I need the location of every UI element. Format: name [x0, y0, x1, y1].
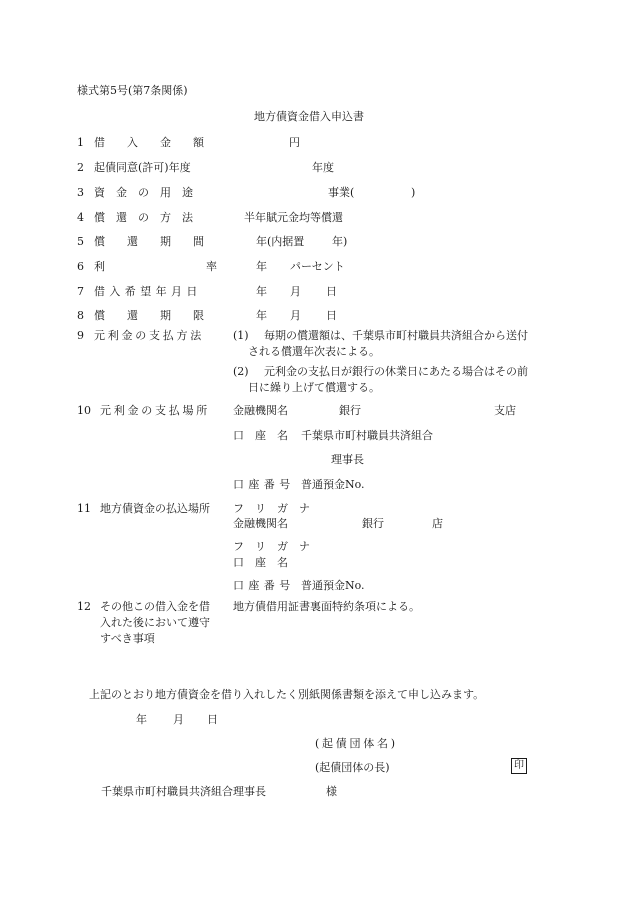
row-label: 利: [94, 260, 105, 273]
row-number: 2: [77, 161, 84, 174]
row-value: 月: [290, 285, 301, 298]
row-label: 償 還 期 限: [94, 309, 204, 322]
row-number: 6: [77, 260, 84, 273]
account-number-value: 普通預金No.: [301, 478, 365, 491]
row-number: 9: [77, 329, 84, 342]
list-item-number: (1): [233, 329, 249, 342]
row-value: 年): [332, 235, 348, 248]
row-label: 率: [206, 260, 217, 273]
form-number: 様式第5号(第7条関係): [77, 84, 188, 97]
row-label: その他この借入金を借: [100, 600, 210, 613]
bank-value: 銀行: [362, 517, 384, 530]
honorific: 様: [326, 785, 337, 798]
row-value: 月: [290, 309, 301, 322]
row-label: 入れた後において遵守: [100, 616, 210, 629]
branch-value: 店: [432, 517, 443, 530]
row-value: 半年賦元金均等償還: [244, 211, 343, 224]
row-number: 7: [77, 285, 84, 298]
row-label: 償 還 の 方 法: [94, 211, 193, 224]
branch-value: 支店: [494, 404, 516, 417]
account-name-value: 理事長: [331, 453, 364, 466]
row-label: 償 還 期 間: [94, 235, 204, 248]
row-value: ): [411, 186, 416, 199]
row-value: 年: [256, 309, 267, 322]
row-number: 4: [77, 211, 84, 224]
row-value: 年: [256, 285, 267, 298]
account-name-value: 千葉県市町村職員共済組合: [301, 429, 433, 442]
bank-value: 銀行: [339, 404, 361, 417]
row-label: すべき事項: [100, 632, 155, 645]
row-value: パーセント: [290, 260, 345, 273]
row-number: 8: [77, 309, 84, 322]
statement-text: 上記のとおり地方債資金を借り入れしたく別紙関係書類を添えて申し込みます。: [89, 688, 485, 701]
page-title: 地方債資金借入申込書: [254, 110, 364, 123]
bank-label: 金融機関名: [233, 404, 288, 417]
date-day: 日: [207, 713, 218, 726]
row-label: 元利金の支払方法: [94, 329, 204, 342]
row-value: 日: [326, 285, 337, 298]
row-value: 年度: [312, 161, 334, 174]
account-name-label: 口 座 名: [233, 429, 288, 442]
account-name-label: 口 座 名: [233, 556, 288, 569]
row-number: 11: [77, 502, 91, 515]
list-item-text: 毎期の償還額は、千葉県市町村職員共済組合から送付: [264, 329, 528, 342]
list-item-text: 元利金の支払日が銀行の休業日にあたる場合はその前: [264, 365, 528, 378]
row-number: 10: [77, 404, 91, 417]
row-label: 資 金 の 用 途: [94, 186, 193, 199]
row-number: 5: [77, 235, 84, 248]
list-item-text: される償還年次表による。: [248, 345, 380, 358]
row-label: 地方債資金の払込場所: [100, 502, 210, 515]
list-item-number: (2): [233, 365, 249, 378]
row-label: 借入希望年月日: [94, 285, 202, 298]
row-value: 地方債借用証書裏面特約条項による。: [233, 600, 420, 613]
row-label: 起債同意(許可)年度: [94, 161, 191, 174]
row-value: 年: [256, 260, 267, 273]
row-label: 借 入 金 額: [94, 136, 204, 149]
furigana-label: フ リ ガ ナ: [233, 502, 310, 515]
account-number-label: 口座番号: [233, 478, 295, 491]
addressee: 千葉県市町村職員共済組合理事長: [101, 785, 266, 798]
account-number-label: 口座番号: [233, 579, 295, 592]
row-number: 3: [77, 186, 84, 199]
list-item-text: 日に繰り上げて償還する。: [248, 381, 380, 394]
row-value: 年(内据置: [256, 235, 305, 248]
bank-label: 金融機関名: [233, 517, 288, 530]
issuer-name-label: (起債団体名): [315, 737, 398, 750]
date-month: 月: [173, 713, 184, 726]
furigana-label: フ リ ガ ナ: [233, 540, 310, 553]
row-value: 円: [289, 136, 300, 149]
row-label: 元利金の支払場所: [100, 404, 210, 417]
row-number: 1: [77, 136, 84, 149]
row-value: 事業(: [328, 186, 355, 199]
issuer-head-label: (起債団体の長): [315, 761, 390, 774]
date-year: 年: [136, 713, 147, 726]
seal-icon: 印: [511, 758, 527, 774]
row-number: 12: [77, 600, 91, 613]
account-number-value: 普通預金No.: [301, 579, 365, 592]
row-value: 日: [326, 309, 337, 322]
